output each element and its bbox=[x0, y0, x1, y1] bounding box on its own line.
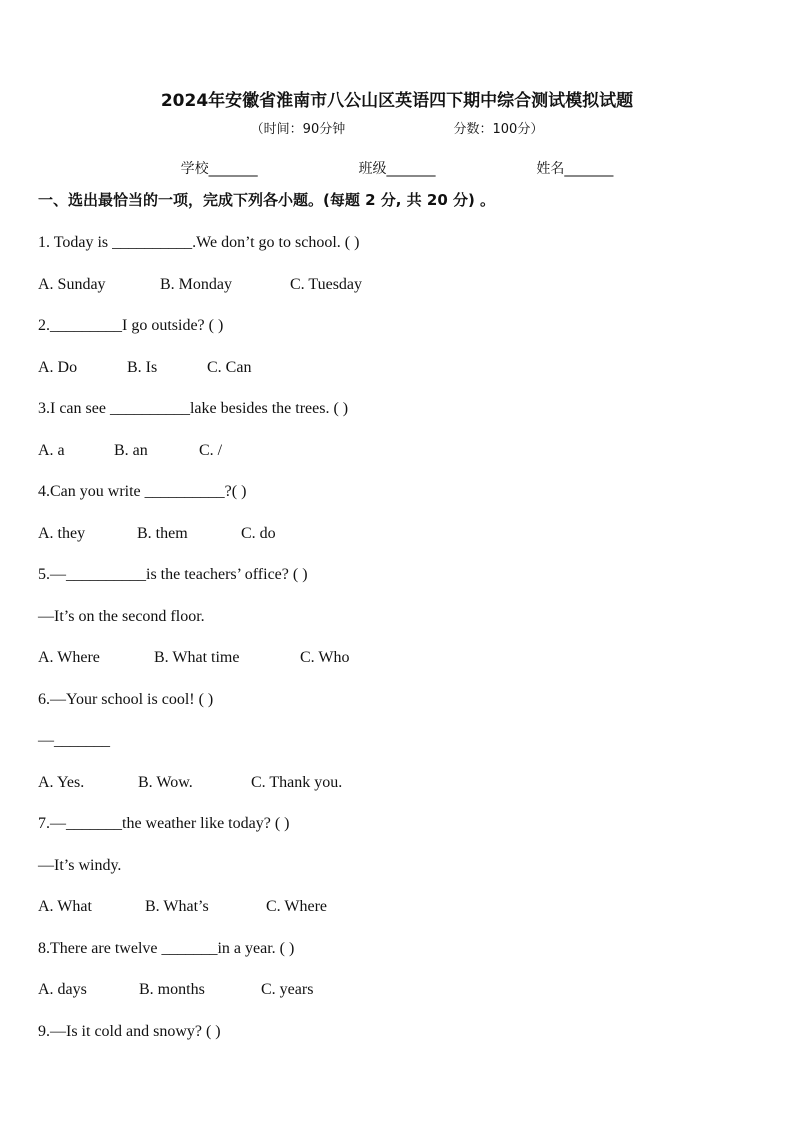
name-field: 姓名_______ bbox=[536, 161, 614, 177]
option-a: A. Yes. bbox=[38, 773, 85, 791]
option-b: B. them bbox=[137, 524, 188, 542]
section-heading: 一、选出最恰当的一项，完成下列各小题。(每题 2 分, 共 20 分) 。 bbox=[38, 191, 496, 209]
option-b: B. What’s bbox=[145, 898, 209, 915]
options-5 bbox=[38, 644, 758, 686]
option-b: B. What time bbox=[154, 649, 240, 666]
question-9: 9.—Is it cold and snowy? ( ) bbox=[38, 1022, 221, 1040]
option-c: C. Where bbox=[266, 898, 328, 915]
school-field: 学校_______ bbox=[180, 161, 258, 177]
question-2: 2._________I go outside? ( ) bbox=[38, 317, 224, 334]
option-a: A. Do bbox=[38, 358, 78, 376]
class-field: 班级_______ bbox=[358, 161, 436, 177]
option-a: A. Sunday bbox=[38, 275, 106, 293]
reply-5: —It’s on the second floor. bbox=[38, 607, 205, 625]
option-a: A. Where bbox=[38, 649, 100, 666]
options-8 bbox=[38, 976, 758, 1018]
option-a: A. a bbox=[38, 441, 65, 459]
options-6 bbox=[38, 769, 758, 811]
options-2 bbox=[38, 354, 758, 396]
option-c: C. Tuesday bbox=[290, 275, 363, 293]
option-b: B. Is bbox=[127, 358, 158, 376]
option-c: C. / bbox=[199, 441, 223, 459]
options-7 bbox=[38, 893, 758, 935]
question-8: 8.There are twelve _______in a year. ( ) bbox=[38, 939, 295, 957]
reply-7: —It’s windy. bbox=[38, 856, 122, 874]
option-a: A. What bbox=[38, 898, 92, 915]
student-info bbox=[0, 158, 794, 178]
option-a: A. they bbox=[38, 524, 86, 542]
exam-meta bbox=[0, 118, 794, 137]
option-a: A. days bbox=[38, 981, 87, 998]
question-6: 6.—Your school is cool! ( ) bbox=[38, 690, 214, 708]
option-b: B. Wow. bbox=[138, 773, 193, 791]
option-b: B. Monday bbox=[160, 275, 232, 293]
option-c: C. do bbox=[241, 524, 276, 542]
option-c: C. years bbox=[261, 981, 314, 998]
question-5: 5.—__________is the teachers’ office? ( ) bbox=[38, 566, 308, 583]
option-c: C. Who bbox=[300, 649, 350, 666]
page-title: 2024年安徽省淮南市八公山区英语四下期中综合测试模拟试题 bbox=[160, 91, 634, 111]
question-3: 3.I can see __________lake besides the trees. ( ) bbox=[38, 400, 349, 417]
options-4 bbox=[38, 520, 758, 562]
question-7: 7.—_______the weather like today? ( ) bbox=[38, 815, 290, 832]
question-1: 1. Today is __________.We don’t go to school. ( ) bbox=[38, 234, 360, 251]
option-b: B. an bbox=[114, 441, 148, 459]
options-3 bbox=[38, 437, 758, 479]
question-list bbox=[38, 229, 758, 1059]
option-c: C. Can bbox=[207, 358, 252, 376]
reply-6: —_______ bbox=[38, 732, 110, 749]
question-4: 4.Can you write __________?( ) bbox=[38, 483, 247, 500]
option-b: B. months bbox=[139, 981, 205, 998]
options-1 bbox=[38, 271, 758, 313]
total-score: 分数：100分） bbox=[453, 122, 544, 137]
option-c: C. Thank you. bbox=[251, 773, 343, 791]
time-limit: （时间：90分钟 bbox=[250, 122, 346, 137]
